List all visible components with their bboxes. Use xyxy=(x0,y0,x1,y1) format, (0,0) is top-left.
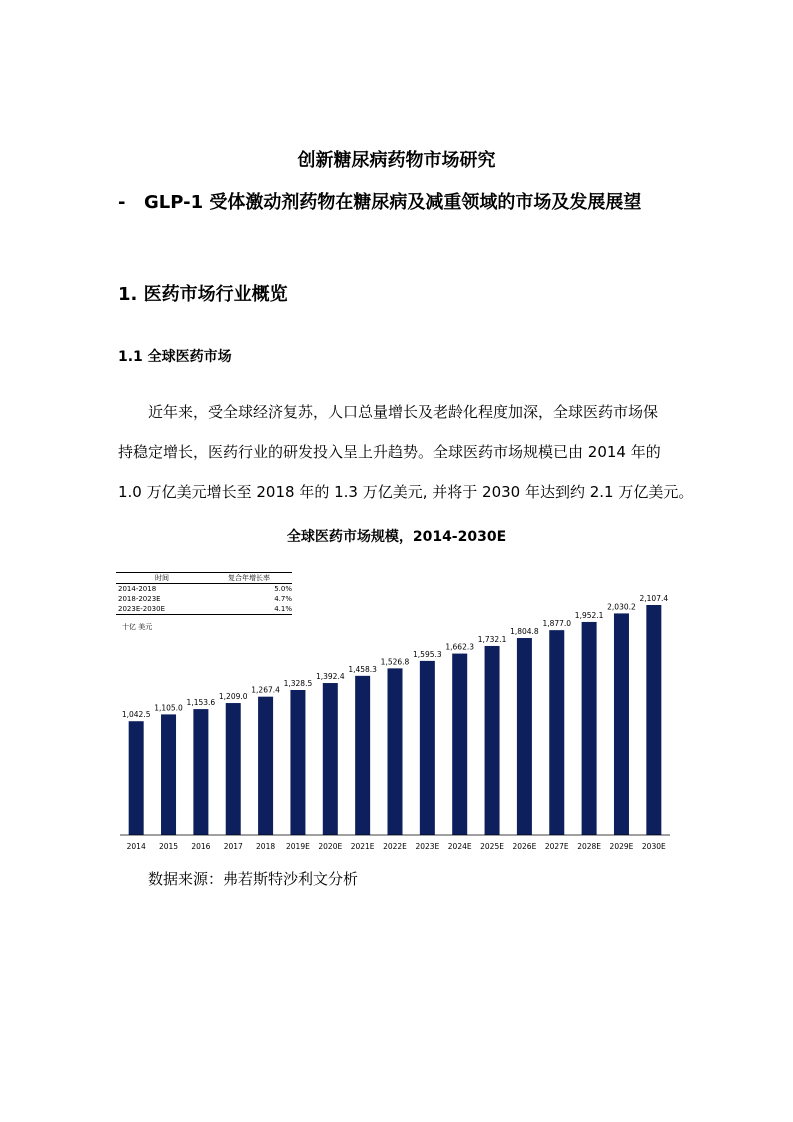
bar xyxy=(129,721,144,835)
paragraph-line-1: 近年来，受全球经济复苏，人口总量增长及老龄化程度加深，全球医药市场保 xyxy=(148,403,659,421)
cagr-rate: 4.7% xyxy=(274,595,292,603)
bar xyxy=(517,638,532,835)
bar xyxy=(161,714,176,835)
bar-value-label: 1,105.0 xyxy=(154,703,183,713)
bar-value-label: 1,877.0 xyxy=(542,619,572,629)
bar xyxy=(452,654,467,835)
cagr-row xyxy=(116,584,292,594)
cagr-table xyxy=(116,572,292,615)
bar-value-label: 1,952.1 xyxy=(574,610,604,620)
x-tick-label: 2030E xyxy=(641,842,666,851)
x-tick-label: 2017 xyxy=(223,842,243,851)
x-tick-label: 2014 xyxy=(126,842,146,851)
bar xyxy=(355,676,370,835)
bar-value-label: 1,662.3 xyxy=(445,642,475,652)
chart-title: 全球医药市场规模，2014-2030E xyxy=(286,529,507,545)
bar-value-label: 1,042.5 xyxy=(121,710,151,720)
cagr-period: 2018-2023E xyxy=(118,595,161,603)
cagr-header-rate: 复合年增长率 xyxy=(228,574,270,582)
subtitle-dash: - xyxy=(118,192,126,213)
paragraph-line-3: 1.0 万亿美元增长至 2018 年的 1.3 万亿美元, 并将于 2030 年达到约 2.1 万亿美元。 xyxy=(118,483,694,501)
x-tick-label: 2027E xyxy=(544,842,569,851)
document-title: 创新糖尿病药物市场研究 xyxy=(297,150,496,171)
paragraph-line-2: 持稳定增长，医药行业的研发投入呈上升趋势。全球医药市场规模已由 2014 年的 xyxy=(118,443,661,461)
x-tick-label: 2023E xyxy=(415,842,440,851)
unit-label: 十亿 美元 xyxy=(122,623,153,631)
x-tick-label: 2021E xyxy=(350,842,375,851)
bar xyxy=(646,605,661,835)
cagr-rate: 5.0% xyxy=(274,585,292,593)
x-tick-label: 2020E xyxy=(318,842,343,851)
cagr-period: 2014-2018 xyxy=(118,585,157,593)
x-tick-label: 2015 xyxy=(158,842,179,851)
bar-value-label: 1,209.0 xyxy=(218,692,248,702)
bar-value-label: 1,328.5 xyxy=(283,679,313,689)
cagr-row xyxy=(116,594,292,604)
bar xyxy=(290,690,305,835)
x-tick-label: 2029E xyxy=(609,842,634,851)
bar xyxy=(420,661,435,835)
bar xyxy=(614,613,629,835)
bar-value-label: 1,153.6 xyxy=(186,698,216,708)
bar-value-label: 1,526.8 xyxy=(380,657,410,667)
x-tick-label: 2022E xyxy=(383,842,407,851)
data-source: 数据来源：弗若斯特沙利文分析 xyxy=(148,870,359,888)
bar-value-label: 1,267.4 xyxy=(251,685,280,695)
x-tick-label: 2026E xyxy=(512,842,537,851)
bar-value-label: 1,392.4 xyxy=(315,672,345,682)
bar xyxy=(323,683,338,835)
x-tick-label: 2016 xyxy=(191,842,211,851)
bar xyxy=(485,646,500,835)
bar xyxy=(226,703,241,835)
section-heading-1-1: 1.1 全球医药市场 xyxy=(118,349,232,365)
cagr-row xyxy=(116,604,292,615)
bar xyxy=(582,622,597,835)
section-heading-1: 1. 医药市场行业概览 xyxy=(118,284,288,305)
x-tick-label: 2024E xyxy=(447,842,472,851)
x-tick-label: 2018 xyxy=(256,842,276,851)
bar-value-label: 1,804.8 xyxy=(510,627,539,637)
bar-value-label: 2,107.4 xyxy=(639,594,669,603)
cagr-period: 2023E-2030E xyxy=(118,605,166,613)
x-tick-label: 2025E xyxy=(480,842,504,851)
cagr-rate: 4.1% xyxy=(274,605,292,613)
bar xyxy=(549,630,564,835)
x-tick-label: 2019E xyxy=(286,842,310,851)
bar-value-label: 1,595.3 xyxy=(413,649,442,659)
bar-value-label: 1,732.1 xyxy=(477,634,507,644)
bar-value-label: 1,458.3 xyxy=(348,664,377,674)
bar xyxy=(388,668,403,835)
cagr-header-period: 时间 xyxy=(155,574,169,582)
bar xyxy=(193,709,208,835)
x-tick-label: 2028E xyxy=(577,842,602,851)
cagr-header-row xyxy=(116,572,292,584)
bar-value-label: 2,030.2 xyxy=(607,602,636,612)
document-subtitle: GLP-1 受体激动剂药物在糖尿病及减重领域的市场及发展展望 xyxy=(144,192,642,213)
bar xyxy=(258,697,273,835)
